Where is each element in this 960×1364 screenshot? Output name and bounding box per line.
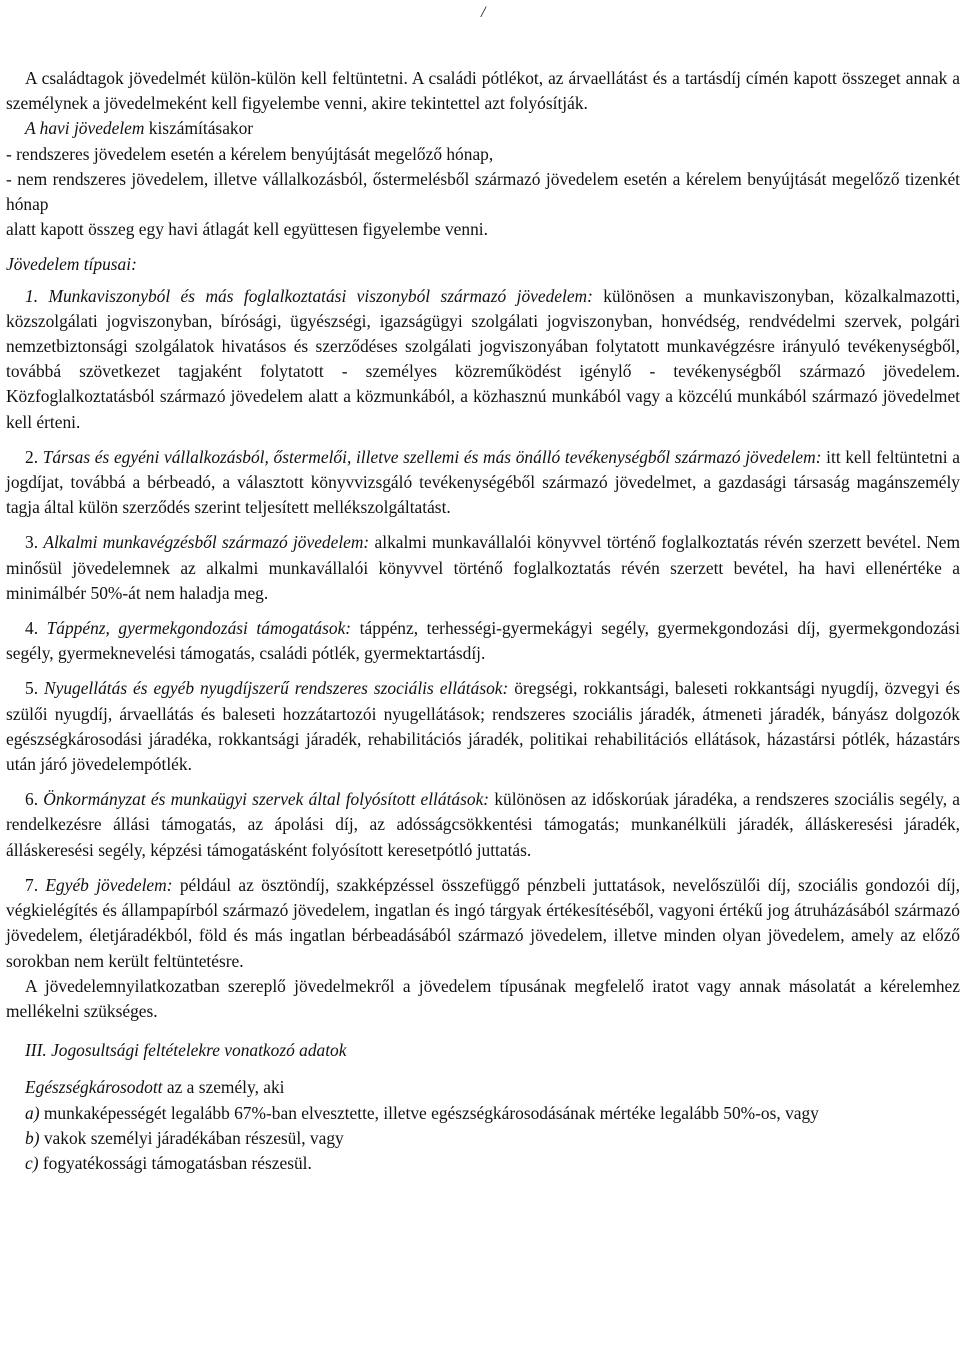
document-body <box>6 66 960 1176</box>
income-type-5-text: öregségi, rokkantsági, baleseti rokkantsági nyugdíj, özvegyi és szülői nyugdíj, árvaellátás és baleseti hozzátartozói nyugellátások; rendszeres szociális járadék, átmeneti járadék, bányász dolgozók egészségkárosodási járadéka, rokkantsági járadék, rehabilitációs járadék, politikai rehabilitációs ellátások, házastársi pótlék, házastárs után járó jövedelempótlék. <box>6 678 960 775</box>
intro-paragraph: A családtagok jövedelmét külön-külön kell feltüntetni. A családi pótlékot, az árvaellátást és a tartásdíj címén kapott összeget annak a személynek a jövedelmeként kell figyelembe venni, akire tekintettel azt folyósítják. <box>6 68 960 114</box>
income-type-6 <box>6 787 960 863</box>
monthly-income-em: A havi jövedelem <box>25 118 145 139</box>
income-type-5-title: Nyugellátás és egyéb nyugdíjszerű rendszeres szociális ellátások: <box>44 678 509 699</box>
section-3-lead-rest: az a személy, aki <box>162 1077 285 1098</box>
attachment-note: A jövedelemnyilatkozatban szereplő jövedelmekről a jövedelem típusának megfelelő iratot vagy annak másolatát a kérelemhez mellékelni szükséges. <box>6 975 960 1021</box>
income-type-3-title: Alkalmi munkavégzésből származó jövedelem: <box>43 532 370 553</box>
condition-a <box>6 1101 960 1126</box>
income-type-3-number: 3. <box>25 532 44 553</box>
section-3-heading: III. Jogosultsági feltételekre vonatkozó adatok <box>25 1040 347 1061</box>
income-type-7-number: 7. <box>25 874 46 895</box>
income-type-7-text: például az ösztöndíj, szakképzéssel összefüggő pénzbeli juttatások, nevelőszülői díj, szociális gondozói díj, végkielégítés és állampapírból származó jövedelem, ingatlan és ingó tárgyak értékesítéséből, vagyoni értékű jog átruházásából származó jövedelem, életjáradékból, föld és más ingatlan bérbeadásából származó jövedelem, illetve minden olyan jövedelem, amely az előző sorokban nem került feltüntetésre. <box>6 874 960 971</box>
income-type-1-number: 1. <box>25 285 49 306</box>
income-type-2 <box>6 445 960 521</box>
income-types-heading: Jövedelem típusai: <box>6 254 137 275</box>
income-type-2-number: 2. <box>25 446 43 467</box>
average-line: alatt kapott összeg egy havi átlagát kell együttesen figyelembe venni. <box>6 219 488 240</box>
irregular-income-line: - nem rendszeres jövedelem, illetve vállalkozásból, őstermelésből származó jövedelem esetén a kérelem benyújtását megelőző tizenkét hónap <box>6 168 960 215</box>
regular-income-line: - rendszeres jövedelem esetén a kérelem benyújtását megelőző hónap, <box>6 143 494 164</box>
condition-c-text: fogyatékossági támogatásban részesül. <box>38 1152 312 1173</box>
income-type-7-title: Egyéb jövedelem: <box>45 874 173 895</box>
page-mark: / <box>481 4 486 21</box>
income-type-6-title: Önkormányzat és munkaügyi szervek által folyósított ellátások: <box>43 789 490 810</box>
condition-c-marker: c) <box>25 1152 39 1173</box>
income-type-1-text: különösen a munkaviszonyban, közalkalmazotti, közszolgálati jogviszonyban, bírósági, ügyészségi, igazságügyi szolgálati jogviszonyban, honvédség, rendvédelmi szervek, polgári nemzetbiztonsági szolgálatok hivatásos és szerződéses szolgálati jogviszonyában folytatott munkavégzésre irányuló tevékenységből, továbbá szövetkezet tagjaként folytatott - személyes közreműködést igénylő - tevékenységből származó jövedelem. Közfoglalkoztatásból származó jövedelem alatt a közmunkából, a közhasznú munkából vagy a közcélú munkából származó jövedelmet kell érteni. <box>6 285 960 432</box>
section-3-lead <box>6 1075 960 1100</box>
income-type-1-title: Munkaviszonyból és más foglalkoztatási viszonyból származó jövedelem: <box>48 285 593 306</box>
condition-b-marker: b) <box>25 1127 40 1148</box>
income-type-2-title: Társas és egyéni vállalkozásból, őstermelői, illetve szellemi és más önálló tevékenységből származó jövedelem: <box>42 446 822 467</box>
condition-c <box>6 1151 960 1176</box>
condition-a-marker: a) <box>25 1102 40 1123</box>
income-type-6-text: különösen az időskorúak járadéka, a rendszeres szociális segély, a rendelkezésre állási támogatás, az ápolási díj, az adósságcsökkentési támogatás; munkanélküli járadék, álláskeresési járadék, álláskeresési segély, képzési támogatásként folyósított keresetpótló juttatás. <box>6 789 960 860</box>
income-type-4-number: 4. <box>25 618 47 639</box>
income-type-4-text: táppénz, terhességi-gyermekágyi segély, gyermekgondozási díj, gyermekgondozási segély, gyermeknevelési támogatás, családi pótlék, gyermektartásdíj. <box>6 618 960 664</box>
income-type-6-number: 6. <box>25 789 44 810</box>
income-type-3-text: alkalmi munkavállalói könyvvel történő foglalkoztatás révén szerzett bevétel. Nem minősül jövedelemnek az alkalmi munkavállalói könyvvel történő foglalkoztatás révén szerzett bevétel, ha havi ellenértéke a minimálbér 50%-át nem haladja meg. <box>6 532 960 603</box>
income-type-3 <box>6 530 960 606</box>
income-type-1 <box>6 284 960 435</box>
condition-b-text: vakok személyi járadékában részesül, vagy <box>39 1127 344 1148</box>
income-type-2-text: itt kell feltüntetni a jogdíjat, továbbá a bérbeadó, a választott könyvvizsgáló tevékenységéből származó jövedelmet, a gazdasági társaság magánszemély tagja által külön szerződés szerint teljesített mellékszolgáltatást. <box>6 446 960 518</box>
income-type-5 <box>6 676 960 777</box>
income-type-4 <box>6 616 960 666</box>
monthly-income-heading <box>6 116 960 141</box>
income-type-4-title: Táppénz, gyermekgondozási támogatások: <box>46 618 352 639</box>
monthly-income-rest: kiszámításakor <box>144 118 254 139</box>
income-type-5-number: 5. <box>25 678 44 699</box>
income-type-7 <box>6 873 960 974</box>
condition-a-text: munkaképességét legalább 67%-ban elvesztette, illetve egészségkárosodásának mértéke legalább 50%-os, vagy <box>39 1102 819 1123</box>
section-3-lead-em: Egészségkárosodott <box>25 1077 163 1098</box>
condition-b <box>6 1126 960 1151</box>
